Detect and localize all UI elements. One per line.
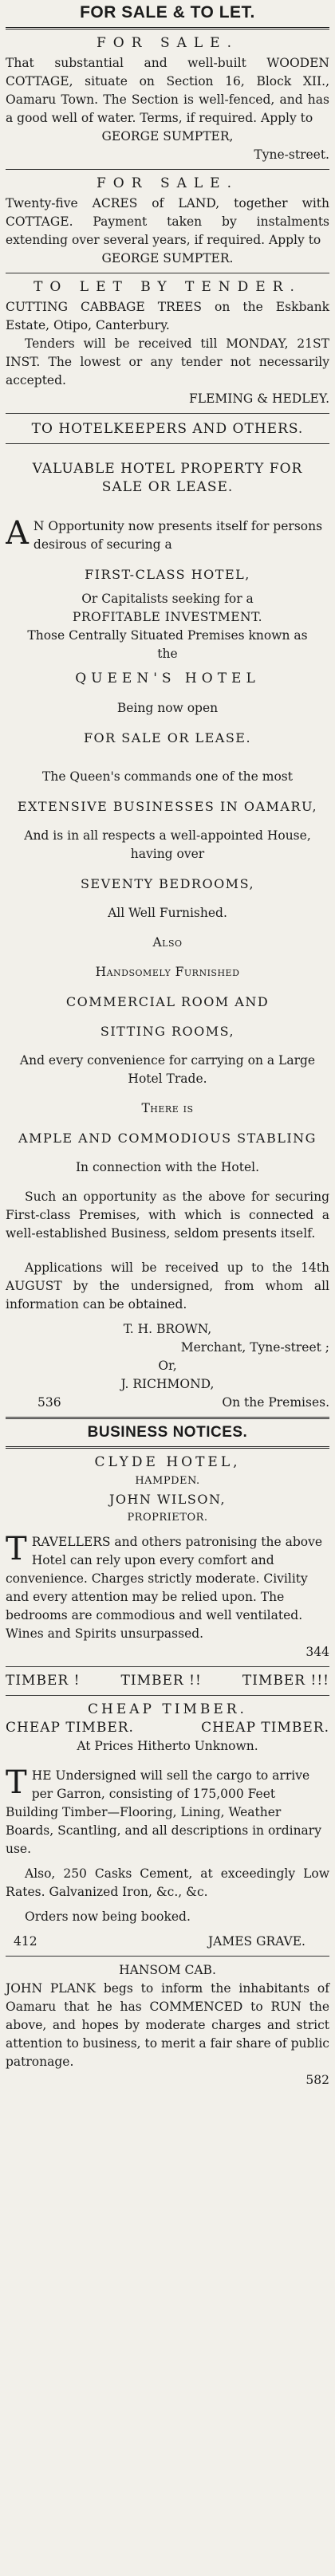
hotel-investment: PROFITABLE INVESTMENT.	[72, 610, 263, 624]
hotel-intro-text: N Opportunity now presents itself for persons desirous of securing a	[33, 519, 323, 552]
hotel-signer-2: J. RICHMOND,	[120, 1377, 215, 1391]
ad-body-2: Tenders will be received till MONDAY, 21ST INST. The lowest or any tender not necessarily accepted.	[6, 336, 329, 387]
ad-timber	[6, 1672, 329, 1951]
hotel-sitting: SITTING ROOMS,	[100, 1024, 235, 1039]
hotel-stabling: AMPLE AND COMMODIOUS STABLING	[18, 1131, 317, 1146]
ad-number: 412	[14, 1934, 37, 1949]
ad-heading: FOR SALE.	[97, 175, 238, 191]
cab-body: JOHN PLANK begs to inform the inhabitants of Oamaru that he has COMMENCED to RUN the above, and hopes by moderate charges and strict attention to business, to merit a fair share of public patronage.	[6, 1981, 329, 2069]
timber-also: Also, 250 Casks Cement, at exceedingly Low Rates. Galvanized Iron, &c., &c.	[6, 1866, 329, 1899]
clyde-owner: JOHN WILSON,	[108, 1492, 227, 1507]
clyde-title: PROPRIETOR.	[127, 1512, 208, 1524]
hotel-or: Or,	[158, 1359, 177, 1373]
ad-signer: GEORGE SUMPTER.	[101, 251, 234, 265]
divider	[6, 1695, 329, 1696]
divider	[6, 1417, 329, 1419]
timber-body: HE Undersigned will sell the cargo to arrive per Garron, consisting of 175,000 Feet Building Timber—Flooring, Lining, Weather Boards, Scantling, and all descriptions in ordinary use.	[6, 1768, 321, 1856]
timber-cheap-right: CHEAP TIMBER.	[201, 1720, 329, 1736]
ad-body: CUTTING CABBAGE TREES on the Eskbank Estate, Otipo, Canterbury.	[6, 300, 329, 332]
newspaper-column	[6, 0, 329, 2090]
hotel-applications: Applications will be received up to the 14th AUGUST by the undersigned, from whom all information can be obtained.	[6, 1260, 329, 1312]
hotel-premises: On the Premises.	[222, 1395, 329, 1410]
ad-address: Tyne-street.	[254, 147, 329, 162]
timber-orders: Orders now being booked.	[25, 1909, 191, 1924]
drop-cap: T	[6, 1533, 27, 1567]
ad-queens-hotel	[6, 420, 329, 1412]
hotel-possession: And is in all respects a well-appointed House, having over	[24, 828, 311, 861]
ad-signer: FLEMING & HEDLEY.	[189, 391, 329, 406]
ad-heading: TO LET BY TENDER.	[34, 279, 302, 295]
divider	[6, 1446, 329, 1449]
timber-1: TIMBER !	[6, 1673, 81, 1689]
clyde-place: HAMPDEN.	[135, 1475, 200, 1487]
timber-3: TIMBER !!!	[242, 1673, 329, 1689]
hotel-opportunity: Such an opportunity as the above for securing First-class Premises, with which is connected a well-established Business, seldom presents itself.	[6, 1190, 329, 1241]
hotel-commands: The Queen's commands one of the most	[42, 769, 293, 784]
hotel-commercial: COMMERCIAL ROOM AND	[65, 994, 270, 1009]
ad-number: 582	[305, 2073, 329, 2087]
hotel-also: Also	[152, 935, 183, 950]
timber-footer	[6, 1933, 329, 1951]
ad-tender	[6, 278, 329, 408]
divider	[6, 27, 329, 29]
ad-hansom-cab	[6, 1961, 329, 2090]
hotel-there-is: There is	[141, 1101, 194, 1115]
hotel-bedrooms: SEVENTY BEDROOMS,	[80, 876, 255, 891]
clyde-body-block	[6, 1533, 329, 1643]
divider	[6, 443, 329, 444]
timber-headline	[6, 1672, 329, 1690]
ad-number: 536	[37, 1395, 61, 1410]
divider	[6, 1956, 329, 1957]
cab-head: HANSOM CAB.	[119, 1963, 216, 1977]
hotel-being-open: Being now open	[116, 701, 219, 715]
ad-to-line: TO HOTELKEEPERS AND OTHERS.	[31, 421, 304, 437]
divider	[6, 169, 329, 170]
hotel-convenience: And every convenience for carrying on a Large Hotel Trade.	[19, 1053, 316, 1086]
ad-body: Twenty-five ACRES of LAND, together with COTTAGE. Payment taken by instalments extending over several years, if required. Apply to	[6, 196, 329, 247]
hotel-signer-1-address: Merchant, Tyne-street ;	[180, 1340, 329, 1355]
clyde-name: CLYDE HOTEL,	[94, 1454, 241, 1470]
section-header-sale: FOR SALE & TO LET.	[80, 3, 255, 22]
divider	[6, 1666, 329, 1667]
hotel-centrally: Those Centrally Situated Premises known as	[27, 628, 308, 643]
hotel-for-sale: FOR SALE OR LEASE.	[83, 730, 252, 745]
ad-signer: GEORGE SUMPTER,	[101, 129, 234, 144]
drop-cap: A	[6, 517, 29, 552]
drop-cap: T	[6, 1767, 27, 1801]
hotel-first-class: FIRST-CLASS HOTEL,	[85, 567, 250, 582]
timber-body-block	[6, 1767, 329, 1858]
hotel-extensive: EXTENSIVE BUSINESSES IN OAMARU,	[17, 799, 318, 814]
ad-clyde-hotel	[6, 1453, 329, 1662]
section-header-business: BUSINESS NOTICES.	[87, 1424, 248, 1441]
hotel-intro	[6, 517, 329, 554]
clyde-body: RAVELLERS and others patronising the above Hotel can rely upon every comfort and convenience. Charges strictly moderate. Civility and every attention may be relied upon. The bedrooms are commodious and well ventilated. Wines and Spirits unsurpassed.	[6, 1535, 323, 1641]
ad-land-sale	[6, 175, 329, 268]
divider	[6, 413, 329, 414]
ad-number: 344	[305, 1645, 329, 1659]
timber-cheap-head: CHEAP TIMBER.	[88, 1701, 247, 1717]
timber-2: TIMBER !!	[120, 1673, 202, 1689]
timber-cheap-row	[6, 1719, 329, 1737]
timber-signer: JAMES GRAVE.	[207, 1934, 305, 1949]
hotel-furnished: All Well Furnished.	[108, 906, 227, 920]
hotel-the: the	[157, 647, 178, 661]
timber-cheap-left: CHEAP TIMBER.	[6, 1720, 134, 1736]
hotel-capitalists: Or Capitalists seeking for a	[81, 592, 254, 606]
hotel-title-2: SALE OR LEASE.	[101, 479, 234, 495]
hotel-title-1: VALUABLE HOTEL PROPERTY FOR	[32, 461, 303, 477]
ad-heading: FOR SALE.	[97, 35, 238, 51]
hotel-handsomely: Handsomely Furnished	[95, 965, 240, 979]
hotel-name: QUEEN'S HOTEL	[75, 671, 260, 686]
hotel-footer	[6, 1394, 329, 1412]
ad-cottage-sale	[6, 34, 329, 164]
hotel-signer-1: T. H. BROWN,	[123, 1322, 212, 1336]
hotel-connection: In connection with the Hotel.	[75, 1160, 260, 1174]
ad-body: That substantial and well-built WOODEN COTTAGE, situate on Section 16, Block XII., Oamaru Town. The Section is well-fenced, and has a good well of water. Terms, if required. Apply to	[6, 56, 329, 125]
timber-prices: At Prices Hitherto Unknown.	[77, 1739, 258, 1753]
